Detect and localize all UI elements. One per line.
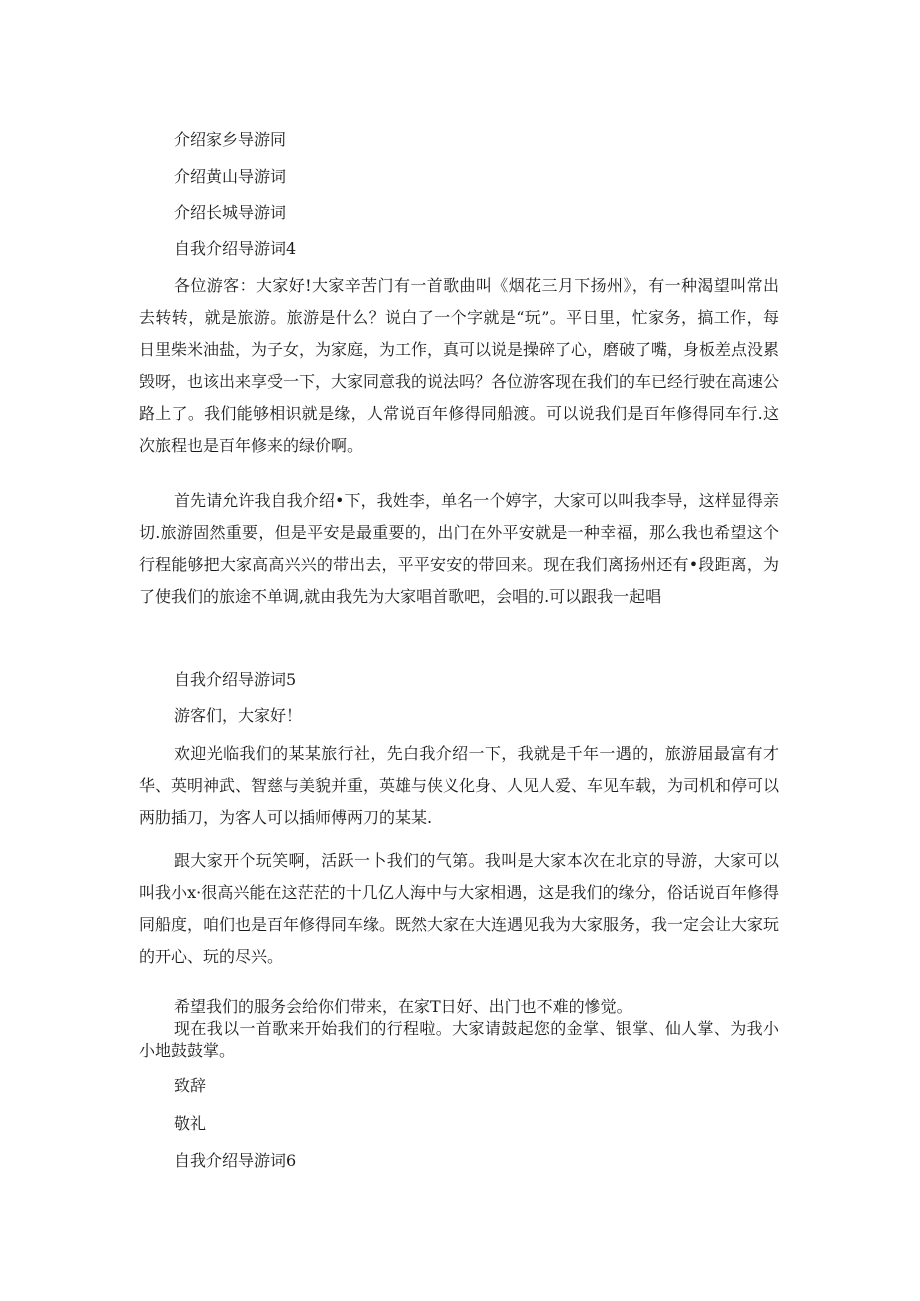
- paragraph: 欢迎光临我们的某某旅行社，先白我介绍一下，我就是千年一遇的，旅游届最富有才华、英明神武、智慈与美貌并重，英雄与侠义化身、人见人爱、车见车载，为司机和停可以两肋插刀，为客人可以插师傅两刀的某某.: [139, 744, 780, 827]
- closing-line: 致辞: [174, 1076, 207, 1095]
- paragraph: 首先请允许我自我介绍•下，我姓李，单名一个婷字，大家可以叫我李导，这样显得亲切.旅游固然重要，但是平安是最重要的，出门在外平安就是一种幸福，那么我也希望这个行程能够把大家高高兴兴的带出去，平平安安的带回来。现在我们离扬州还有•段距离，为了使我们的旅途不单调,就由我先为大家唱首歌吧，会唱的.可以跟我一起唱: [139, 491, 779, 606]
- greeting: 游客们，大家好！: [174, 706, 303, 725]
- section-heading: 自我介绍导游词4: [174, 239, 297, 258]
- paragraph: 跟大家开个玩笑啊，活跃一卜我们的气第。我叫是大家本次在北京的导游，大家可以叫我小x·很高兴能在这茫茫的十几亿人海中与大家相遇，这是我们的缘分，俗话说百年修得同船度，咱们也是百年修得同车缘。既然大家在大连遇见我为大家服务，我一定会让大家玩的开心、玩的尽兴。: [139, 851, 780, 966]
- paragraph: 希望我们的服务会给你们带来，在家T日好、出门也不难的慘觉。: [174, 997, 633, 1016]
- closing-line: 敬礼: [174, 1114, 207, 1133]
- toc-item: 介绍家乡导游同: [174, 130, 287, 149]
- toc-item: 介绍黄山导游词: [174, 167, 287, 186]
- section-heading: 自我介绍导游词5: [174, 670, 297, 689]
- section-heading: 自我介绍导游词6: [174, 1151, 297, 1170]
- paragraph: 现在我以一首歌来开始我们的行程啦。大家请鼓起您的金掌、银掌、仙人掌、为我小小地鼓鼓掌。: [139, 1019, 779, 1060]
- paragraph: 各位游客：大家好!大家辛苦门有一首歌曲叫《烟花三月下扬州》，有一种渴望叫常出去转转，就是旅游。旅游是什么？说白了一个字就是“玩”。平日里，忙家务，搞工作，每日里柴米油盐，为子女，为家庭，为工作，真可以说是操碎了心，磨破了嘴，身板差点没累毁呀，也该出来享受一下，大家同意我的说法吗？各位游客现在我们的车已经行驶在高速公路上了。我们能够相识就是缘，人常说百年修得同船渡。可以说我们是百年修得同车行.这次旅程也是百年修来的绿价啊。: [139, 276, 780, 455]
- toc-item: 介绍长城导游词: [174, 203, 287, 222]
